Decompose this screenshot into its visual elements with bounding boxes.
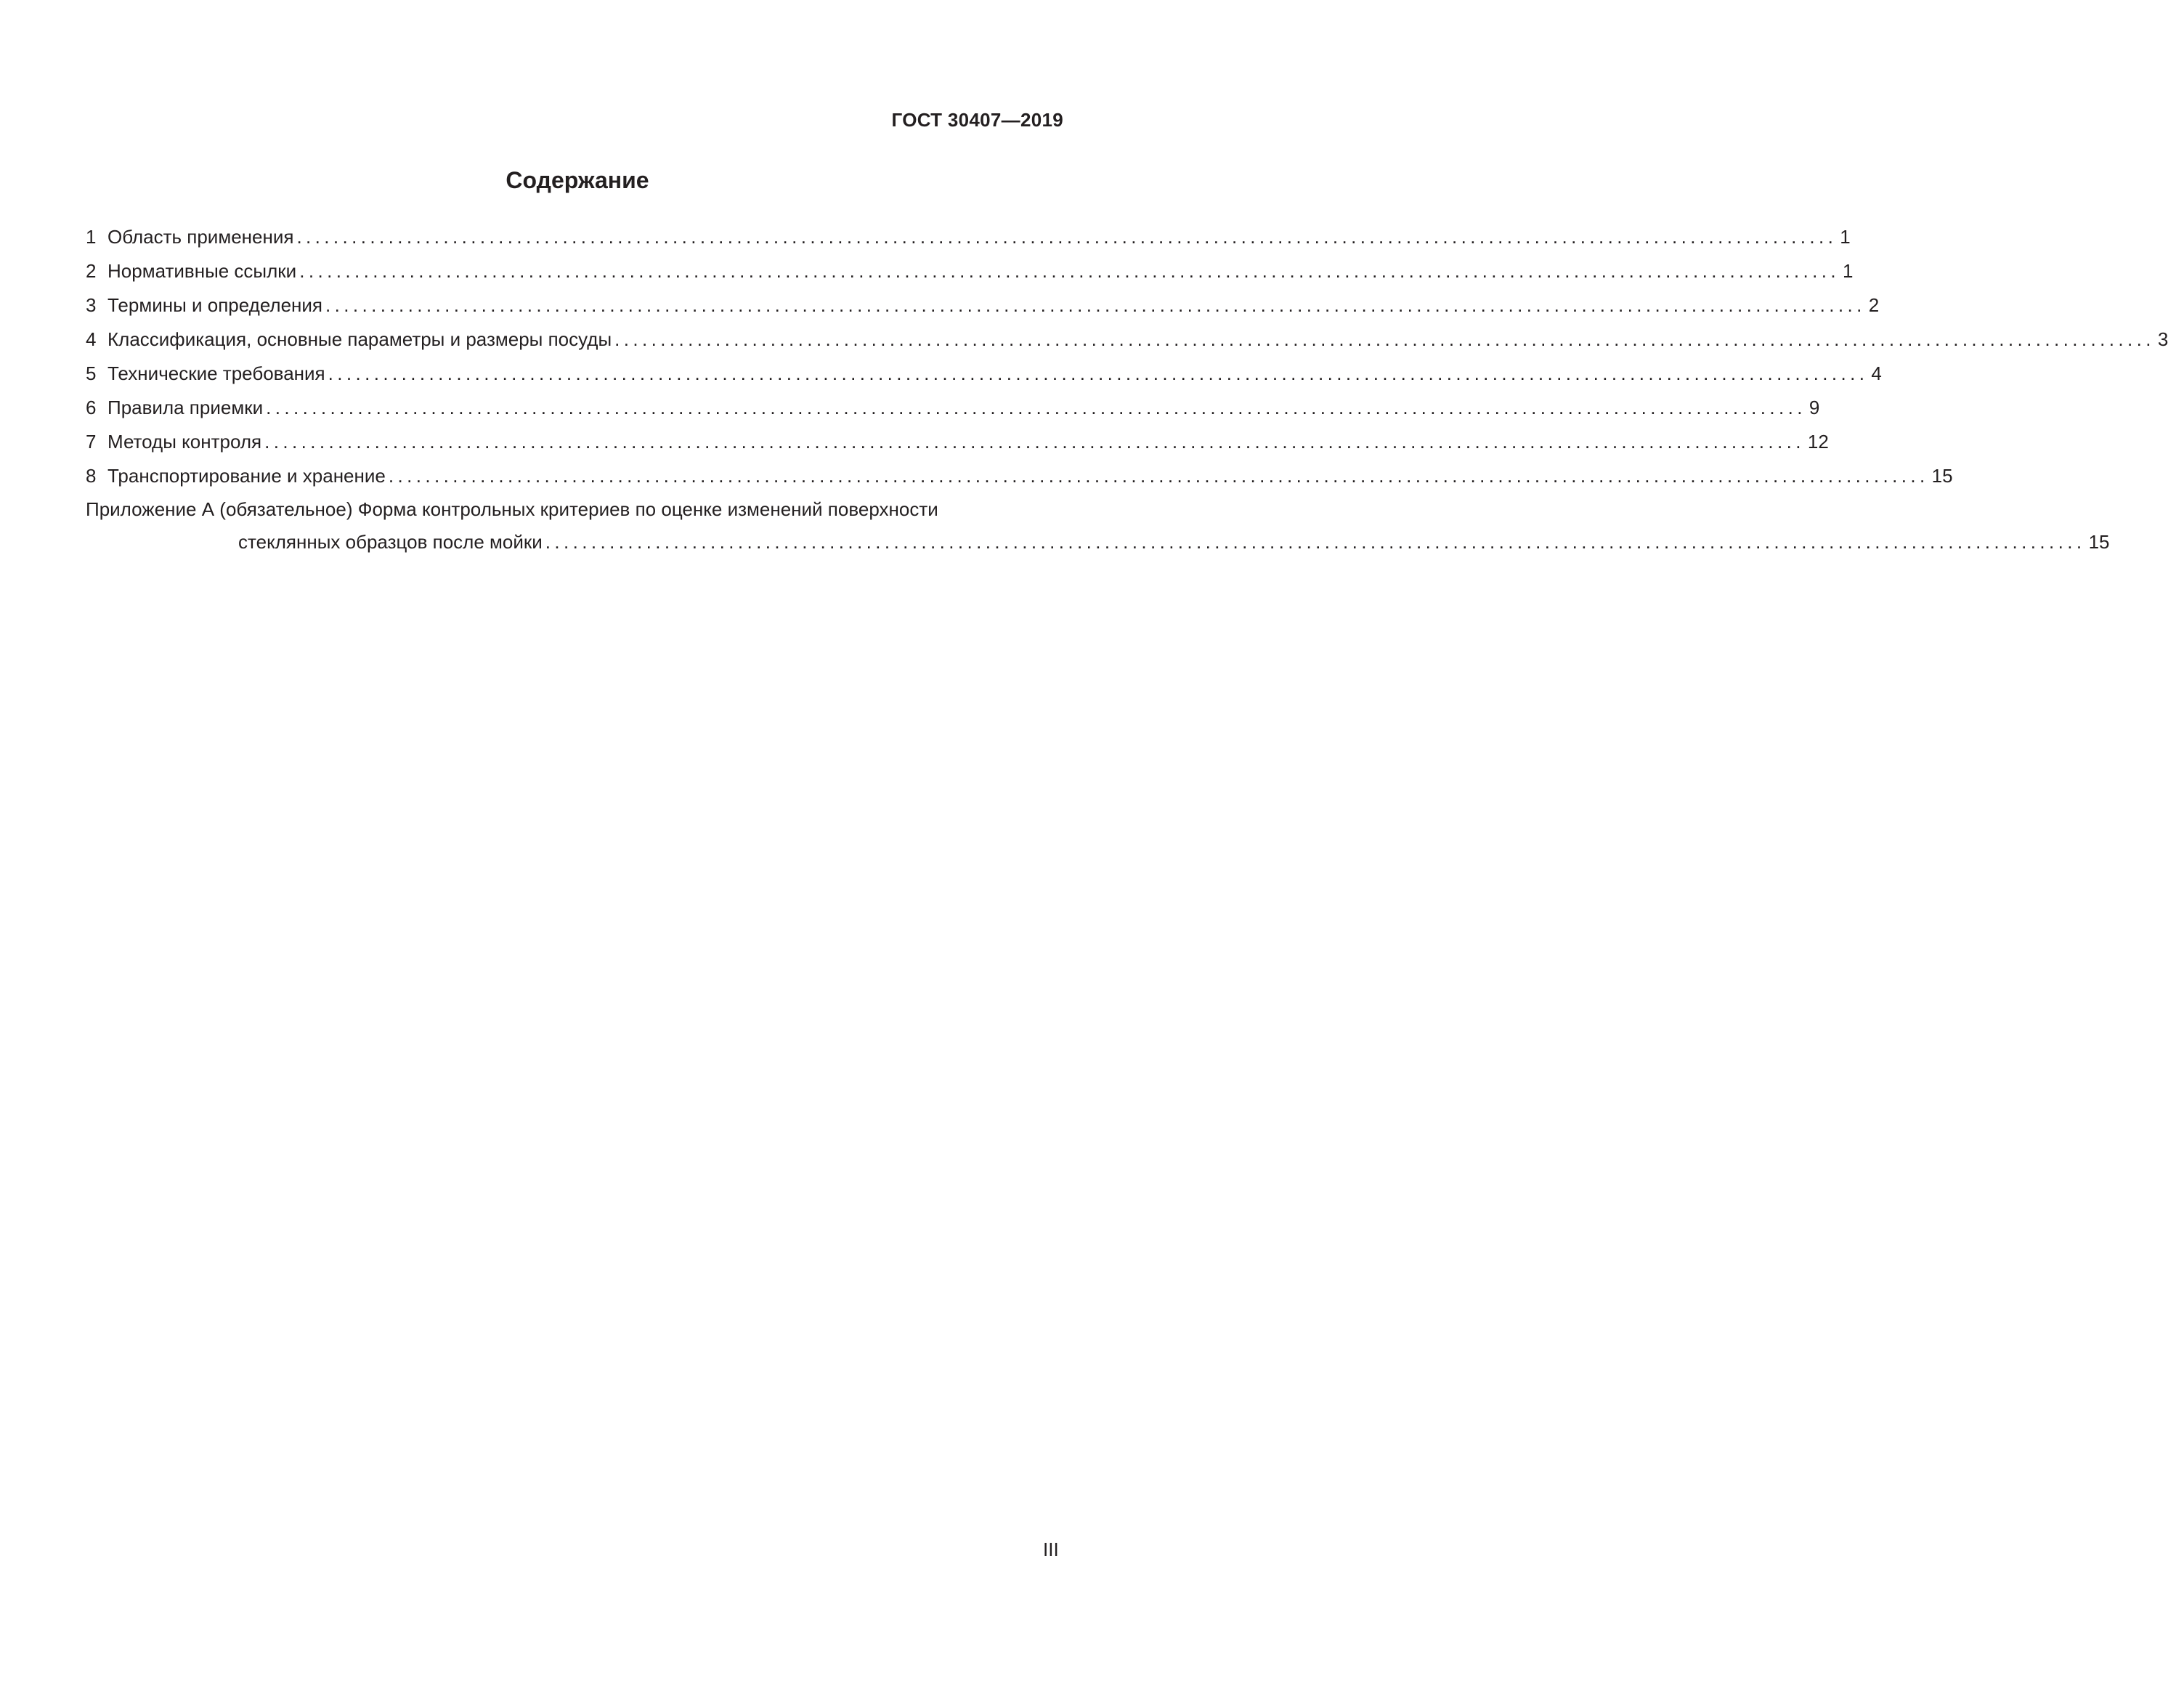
toc-appendix-line2: стеклянных образцов после мойки: [238, 531, 543, 553]
toc-entry-2[interactable]: [86, 254, 1854, 288]
toc-entry-3[interactable]: [86, 288, 1880, 323]
toc-entry-label: Методы контроля: [107, 431, 262, 453]
toc-appendix-line2-row: [86, 525, 2110, 559]
toc-leader-dots: ........................................................................................................................................................................: [325, 294, 1866, 316]
toc-leader-dots: ........................................................................................................................................................................: [614, 328, 2155, 350]
toc-leader-dots: ........................................................................................................................................................................: [296, 226, 1838, 248]
toc-entry-number: 4: [86, 328, 97, 350]
toc-entry-number: 6: [86, 397, 97, 418]
toc-entry-page: 4: [1871, 362, 1882, 384]
toc-leader-dots: ........................................................................................................................................................................: [328, 362, 1869, 384]
table-of-contents: [86, 220, 2169, 559]
toc-entry-label: Технические требования: [107, 362, 325, 384]
toc-entry-page: 1: [1842, 260, 1854, 282]
toc-entry-label: Классификация, основные параметры и размеры посуды: [107, 328, 612, 350]
toc-leader-dots: ........................................................................................................................................................................: [388, 465, 1929, 487]
toc-leader-dots: ........................................................................................................................................................................: [299, 260, 1840, 282]
toc-entry-number: 8: [86, 465, 97, 487]
toc-entry-page: 15: [2088, 531, 2110, 553]
toc-leader-dots: ........................................................................................................................................................................: [264, 431, 1805, 453]
toc-entry-number: 5: [86, 362, 97, 384]
toc-entry-page: 3: [2157, 328, 2169, 350]
toc-entry-page: 15: [1931, 465, 1953, 487]
toc-entry-6[interactable]: [86, 391, 1820, 425]
toc-leader-dots: ........................................................................................................................................................................: [266, 397, 1806, 418]
toc-entry-number: 7: [86, 431, 97, 453]
toc-entry-4[interactable]: [86, 323, 2169, 357]
toc-entry-page: 2: [1868, 294, 1880, 316]
toc-entry-5[interactable]: [86, 357, 1882, 391]
toc-entry-page: 9: [1809, 397, 1820, 418]
toc-entry-label: Транспортирование и хранение: [107, 465, 386, 487]
toc-entry-appendix-a[interactable]: [86, 493, 2110, 559]
toc-entry-label: Область применения: [107, 226, 294, 248]
toc-entry-page: 1: [1840, 226, 1851, 248]
toc-entry-page: 12: [1807, 431, 1829, 453]
toc-entry-label: Правила приемки: [107, 397, 264, 418]
page-title: Содержание: [506, 167, 649, 193]
toc-entry-number: 3: [86, 294, 97, 316]
document-header: ГОСТ 30407—2019: [891, 109, 1063, 131]
toc-entry-number: 2: [86, 260, 97, 282]
toc-entry-label: Нормативные ссылки: [107, 260, 297, 282]
toc-entry-label: Термины и определения: [107, 294, 323, 316]
toc-appendix-line1: Приложение А (обязательное) Форма контрольных критериев по оценке изменений поверхности: [86, 498, 938, 520]
toc-entry-7[interactable]: [86, 425, 1829, 459]
toc-entry-1[interactable]: [86, 220, 1851, 254]
page-number: III: [1043, 1538, 1059, 1560]
toc-entry-number: 1: [86, 226, 97, 248]
toc-leader-dots: ........................................................................................................................................................................: [545, 531, 2086, 553]
toc-entry-8[interactable]: [86, 459, 1953, 493]
